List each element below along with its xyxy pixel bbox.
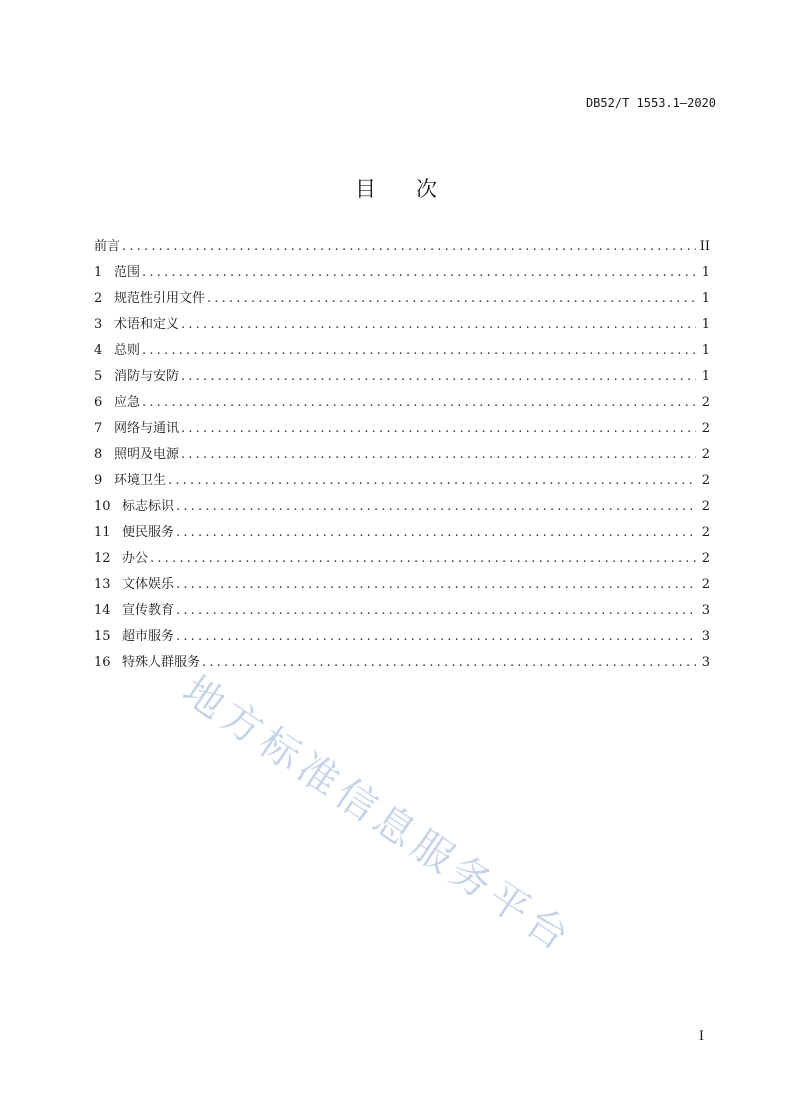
toc-entry-number: 3 [94, 317, 103, 332]
toc-entry-number: 11 [94, 525, 111, 540]
toc-entry-label: 环境卫生 [114, 473, 167, 488]
toc-entry-number: 14 [94, 603, 111, 618]
toc-entry-number: 6 [94, 395, 103, 410]
toc-entry-number: 13 [94, 577, 111, 592]
toc-leader-dots [168, 473, 696, 488]
toc-entry-page: 2 [701, 499, 710, 514]
toc-leader-dots [150, 551, 696, 566]
toc-entry-page: 2 [701, 577, 710, 592]
toc-leader-dots [176, 577, 696, 592]
title-part-2: 次 [416, 177, 437, 201]
toc-entry-foreword[interactable] [94, 235, 710, 261]
toc-entry-page: 1 [701, 291, 710, 306]
toc-entry[interactable] [94, 365, 710, 391]
toc-entry[interactable] [94, 651, 710, 677]
toc-leader-dots [122, 239, 696, 254]
toc-leader-dots [207, 291, 696, 306]
toc-leader-dots [181, 421, 696, 436]
toc-leader-dots [142, 265, 696, 280]
toc-entry-label: 网络与通讯 [114, 421, 180, 436]
toc-entry-page: 2 [701, 525, 710, 540]
page-number: I [698, 1029, 704, 1044]
toc-entry[interactable] [94, 521, 710, 547]
toc-entry-label: 消防与安防 [114, 369, 180, 384]
toc-entry-number: 5 [94, 369, 103, 384]
toc-entry[interactable] [94, 417, 710, 443]
toc-entry[interactable] [94, 573, 710, 599]
toc-entry[interactable] [94, 443, 710, 469]
toc-entry-label: 照明及电源 [114, 447, 180, 462]
toc-leader-dots [176, 525, 696, 540]
title-part-1: 目 [355, 177, 376, 201]
toc-entry-page: 1 [701, 265, 710, 280]
toc-entry-page: 2 [701, 421, 710, 436]
toc-leader-dots [142, 343, 696, 358]
toc-entry[interactable] [94, 495, 710, 521]
toc-entry[interactable] [94, 313, 710, 339]
toc-entry-label: 超市服务 [122, 629, 175, 644]
toc-entry-label: 范围 [114, 265, 141, 280]
toc-entry-page: 3 [701, 655, 710, 670]
toc-entry-page: 3 [701, 629, 710, 644]
table-of-contents [94, 235, 710, 677]
toc-entry-label: 应急 [114, 395, 141, 410]
toc-entry-page: 1 [701, 317, 710, 332]
toc-entry[interactable] [94, 547, 710, 573]
toc-leader-dots [176, 499, 696, 514]
toc-entry-number: 7 [94, 421, 103, 436]
toc-leader-dots [176, 603, 696, 618]
toc-entry[interactable] [94, 261, 710, 287]
toc-entry[interactable] [94, 391, 710, 417]
toc-entry-page: II [699, 239, 710, 254]
toc-entry-page: 2 [701, 551, 710, 566]
toc-entry-label: 宣传教育 [122, 603, 175, 618]
toc-entry-label: 标志标识 [122, 499, 175, 514]
toc-entry-page: 2 [701, 395, 710, 410]
toc-leader-dots [142, 395, 696, 410]
toc-entry-number: 1 [94, 265, 103, 280]
toc-entry[interactable] [94, 339, 710, 365]
toc-entry-number: 15 [94, 629, 111, 644]
toc-entry-number: 4 [94, 343, 103, 358]
toc-entry-label: 便民服务 [122, 525, 175, 540]
toc-entry-label: 术语和定义 [114, 317, 180, 332]
toc-entry-page: 1 [701, 369, 710, 384]
toc-entry-number: 8 [94, 447, 103, 462]
toc-entry-number: 12 [94, 551, 111, 566]
document-code: DB52/T 1553.1—2020 [585, 96, 716, 110]
toc-leader-dots [181, 317, 696, 332]
toc-entry[interactable] [94, 599, 710, 625]
toc-entry[interactable] [94, 469, 710, 495]
toc-entry-label: 前言 [94, 239, 121, 254]
toc-entry-page: 2 [701, 473, 710, 488]
toc-entry-label: 文体娱乐 [122, 577, 175, 592]
toc-entry[interactable] [94, 625, 710, 651]
toc-entry-number: 10 [94, 499, 111, 514]
toc-entry[interactable] [94, 287, 710, 313]
toc-entry-number: 2 [94, 291, 103, 306]
toc-entry-page: 2 [701, 447, 710, 462]
toc-entry-label: 总则 [114, 343, 141, 358]
toc-leader-dots [202, 655, 696, 670]
toc-entry-page: 1 [701, 343, 710, 358]
toc-entry-number: 9 [94, 473, 103, 488]
watermark: 地方标准信息服务平台 [174, 667, 582, 963]
toc-entry-label: 特殊人群服务 [122, 655, 201, 670]
toc-leader-dots [176, 629, 696, 644]
toc-entry-number: 16 [94, 655, 111, 670]
toc-entry-page: 3 [701, 603, 710, 618]
toc-leader-dots [181, 447, 696, 462]
toc-entry-label: 规范性引用文件 [114, 291, 206, 306]
toc-entry-label: 办公 [122, 551, 149, 566]
page-title [0, 173, 792, 203]
toc-leader-dots [181, 369, 696, 384]
